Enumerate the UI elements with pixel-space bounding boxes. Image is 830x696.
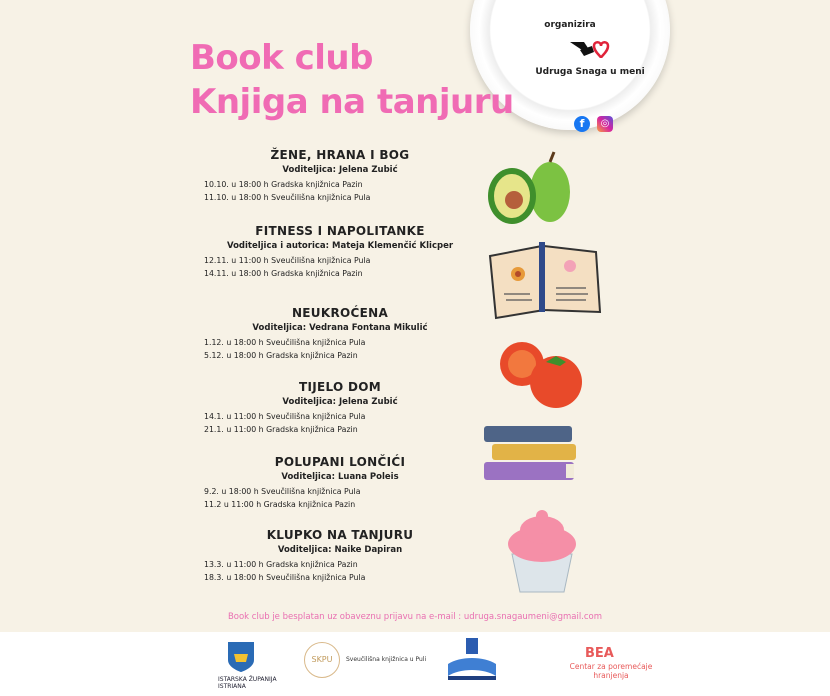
skpu-logo: SKPU	[304, 642, 340, 678]
pazin-library-logo-icon	[444, 636, 500, 682]
event-date: 18.3. u 18:00 h Sveučilišna knjižnica Pula	[204, 573, 366, 582]
stack-of-books-icon	[480, 424, 580, 488]
event-date: 9.2. u 18:00 h Sveučilišna knjižnica Pula	[204, 487, 361, 496]
skpu-name: Sveučilišna knjižnica u Puli	[346, 656, 427, 663]
title-line-1: Book club	[190, 38, 373, 78]
facebook-icon[interactable]: f	[574, 116, 590, 132]
event-date: 13.3. u 11:00 h Gradska knjižnica Pazin	[204, 560, 358, 569]
tomatoes-icon	[494, 332, 590, 412]
event-date: 14.11. u 18:00 h Gradska knjižnica Pazin	[204, 269, 363, 278]
istria-coat-of-arms-icon	[224, 640, 258, 674]
event-date: 11.2 u 11:00 h Gradska knjižnica Pazin	[204, 500, 356, 509]
event-title: TIJELO DOM	[298, 380, 381, 394]
event-4	[180, 380, 480, 436]
event-lead: Voditeljica: Naike Dapiran	[277, 545, 403, 555]
event-6	[180, 528, 480, 584]
event-date: 21.1. u 11:00 h Gradska knjižnica Pazin	[204, 425, 358, 434]
avocado-pear-icon	[484, 150, 584, 230]
organizer-label: organizira	[544, 20, 596, 30]
hands-heart-logo-icon	[568, 36, 612, 64]
istria-caption: ISTARSKA ŽUPANIJA ISTRIANA	[218, 676, 277, 690]
event-lead: Voditeljica i autorica: Mateja Klemenčić Klicper	[226, 241, 454, 251]
title-line-2: Knjiga na tanjuru	[190, 82, 514, 122]
event-date: 14.1. u 11:00 h Sveučilišna knjižnica Pula	[204, 412, 366, 421]
event-date: 5.12. u 18:00 h Gradska knjižnica Pazin	[204, 351, 358, 360]
event-date: 12.11. u 11:00 h Sveučilišna knjižnica Pula	[204, 256, 371, 265]
event-title: NEUKROĆENA	[291, 306, 389, 320]
event-date: 11.10. u 18:00 h Sveučilišna knjižnica Pula	[204, 193, 371, 202]
event-lead: Voditeljica: Jelena Zubić	[282, 165, 398, 175]
event-5	[180, 455, 480, 511]
event-lead: Voditeljica: Jelena Zubić	[282, 397, 398, 407]
event-lead: Voditeljica: Vedrana Fontana Mikulić	[252, 323, 428, 333]
sponsors-footer	[0, 632, 830, 696]
registration-note: Book club je besplatan uz obaveznu prijavu na e-mail : udruga.snagaumeni@gmail.com	[227, 612, 603, 622]
event-title: KLUPKO NA TANJURU	[266, 528, 414, 542]
bea-subtitle: Centar za poremećaje hranjenja	[569, 662, 653, 680]
instagram-icon[interactable]: ◎	[597, 116, 613, 132]
event-title: ŽENE, HRANA I BOG	[270, 148, 410, 162]
organizer-name: Udruga Snaga u meni	[535, 67, 645, 77]
event-date: 1.12. u 18:00 h Sveučilišna knjižnica Pula	[204, 338, 366, 347]
event-title: FITNESS I NAPOLITANKE	[255, 224, 425, 238]
event-title: POLUPANI LONČIĆI	[274, 455, 406, 469]
open-book-icon	[486, 238, 604, 320]
event-lead: Voditeljica: Luana Poleis	[281, 472, 399, 482]
event-1	[180, 148, 480, 204]
cupcake-icon	[504, 508, 580, 594]
event-date: 10.10. u 18:00 h Gradska knjižnica Pazin	[204, 180, 363, 189]
event-2	[180, 224, 480, 280]
bea-logo: BEA	[585, 646, 614, 661]
event-3	[180, 306, 480, 362]
